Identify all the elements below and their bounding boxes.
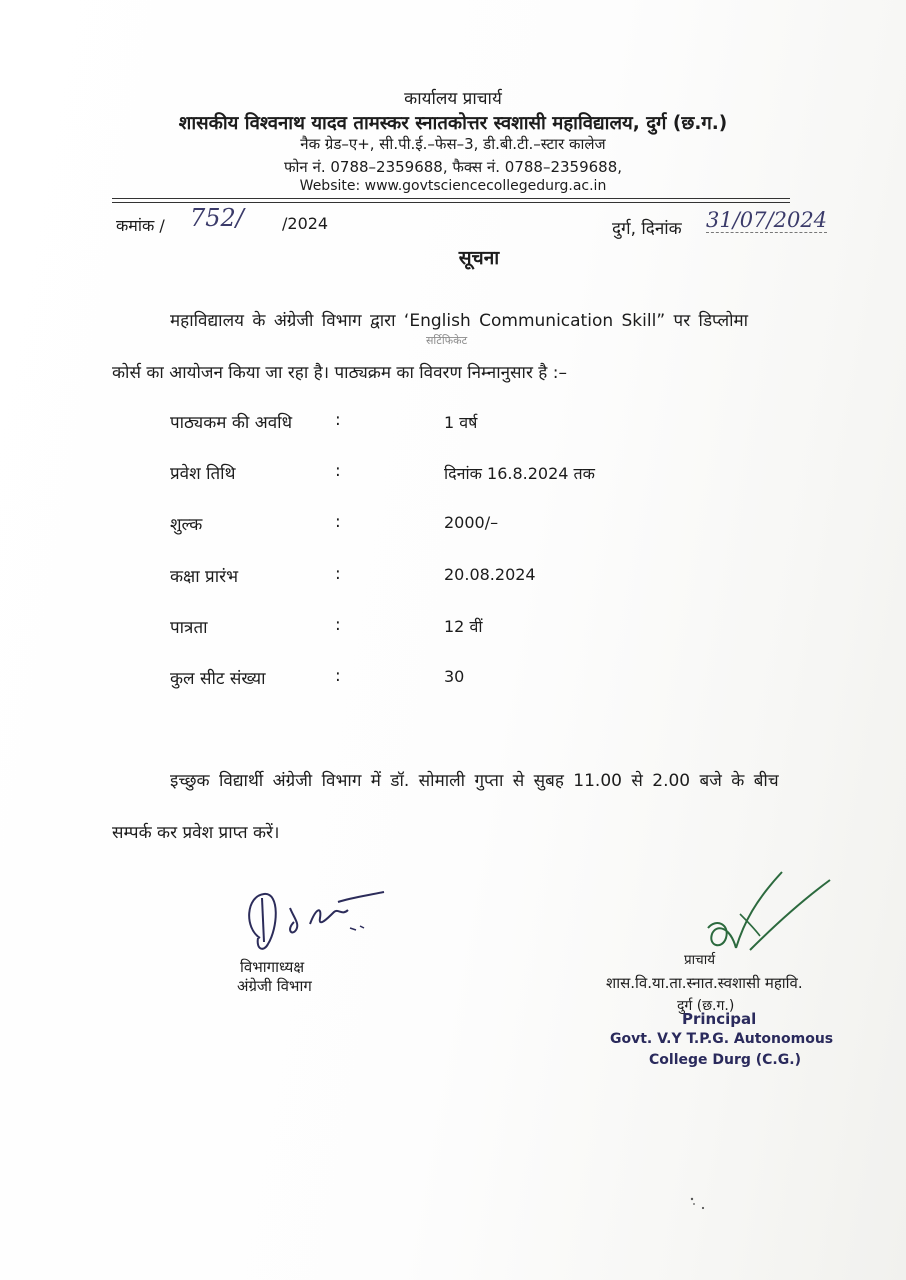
detail-value: 30 xyxy=(444,667,465,686)
detail-value: दिनांक 16.8.2024 तक xyxy=(444,464,595,483)
reference-label: कमांक / xyxy=(116,216,165,235)
detail-separator: : xyxy=(335,512,341,532)
college-name: शासकीय विश्वनाथ यादव तामस्कर स्नातकोत्तर स्वशासी महाविद्यालय, दुर्ग (छ.ग.) xyxy=(178,113,728,134)
detail-label: कुल सीट संख्या xyxy=(170,669,266,689)
phone-fax-line: फोन नं. 0788–2359688, फैक्स नं. 0788–2359688, xyxy=(283,158,623,176)
date-value: 31/07/2024 xyxy=(706,208,828,232)
detail-value: 1 वर्ष xyxy=(444,413,478,432)
hod-title: विभागाध्यक्ष xyxy=(240,958,305,976)
hod-signature xyxy=(238,878,398,958)
stamp-line: Principal xyxy=(682,1010,757,1028)
detail-label: पाठ्यकम की अवधि xyxy=(170,413,293,433)
reference-number: 752/ xyxy=(190,204,244,232)
reference-year: /2024 xyxy=(282,214,329,233)
paragraph-line: महाविद्यालय के अंग्रेजी विभाग द्वारा ‘English Communication Skill” पर डिप्लोमा xyxy=(170,311,749,331)
hod-department: अंग्रेजी विभाग xyxy=(237,977,312,995)
detail-separator: : xyxy=(335,615,341,635)
detail-label: कक्षा प्रारंभ xyxy=(170,567,239,587)
stamp-line: College Durg (C.G.) xyxy=(649,1052,801,1068)
paragraph-line: कोर्स का आयोजन किया जा रहा है। पाठ्यक्रम का विवरण निम्नानुसार है :– xyxy=(112,363,567,383)
detail-separator: : xyxy=(335,461,341,481)
date-label: दुर्ग, दिनांक xyxy=(612,219,682,239)
ink-speck xyxy=(686,1195,706,1211)
stamp-line: Govt. V.Y T.P.G. Autonomous xyxy=(610,1031,834,1047)
paragraph-line: सम्पर्क कर प्रवेश प्राप्त करें। xyxy=(112,823,280,843)
website-line: Website: www.govtsciencecollegedurg.ac.in xyxy=(299,178,607,194)
principal-place: दुर्ग (छ.ग.) xyxy=(677,998,735,1014)
detail-value: 12 वीं xyxy=(444,617,483,636)
detail-separator: : xyxy=(335,410,341,430)
detail-value: 2000/– xyxy=(444,513,499,532)
paragraph-line: इच्छुक विद्यार्थी अंग्रेजी विभाग में डॉ. सोमाली गुप्ता से सुबह 11.00 से 2.00 बजे के बीच xyxy=(170,771,779,791)
detail-label: शुल्क xyxy=(170,515,203,535)
office-line: कार्यालय प्राचार्य xyxy=(404,89,502,109)
notice-title: सूचना xyxy=(458,247,500,269)
header-divider xyxy=(112,198,790,199)
detail-label: पात्रता xyxy=(170,618,208,638)
principal-label: प्राचार्य xyxy=(684,952,716,968)
header-divider-secondary xyxy=(112,202,790,203)
principal-college: शास.वि.या.ता.स्नात.स्वशासी महावि. xyxy=(606,974,803,992)
detail-separator: : xyxy=(335,564,341,584)
detail-label: प्रवेश तिथि xyxy=(170,464,236,484)
detail-value: 20.08.2024 xyxy=(444,565,536,584)
accreditation-line: नैक ग्रेड–ए+, सी.पी.ई.–फेस–3, डी.बी.टी.–स्टार कालेज xyxy=(300,135,606,153)
detail-separator: : xyxy=(335,666,341,686)
overwritten-text: सर्टिफिकेट xyxy=(426,334,468,347)
